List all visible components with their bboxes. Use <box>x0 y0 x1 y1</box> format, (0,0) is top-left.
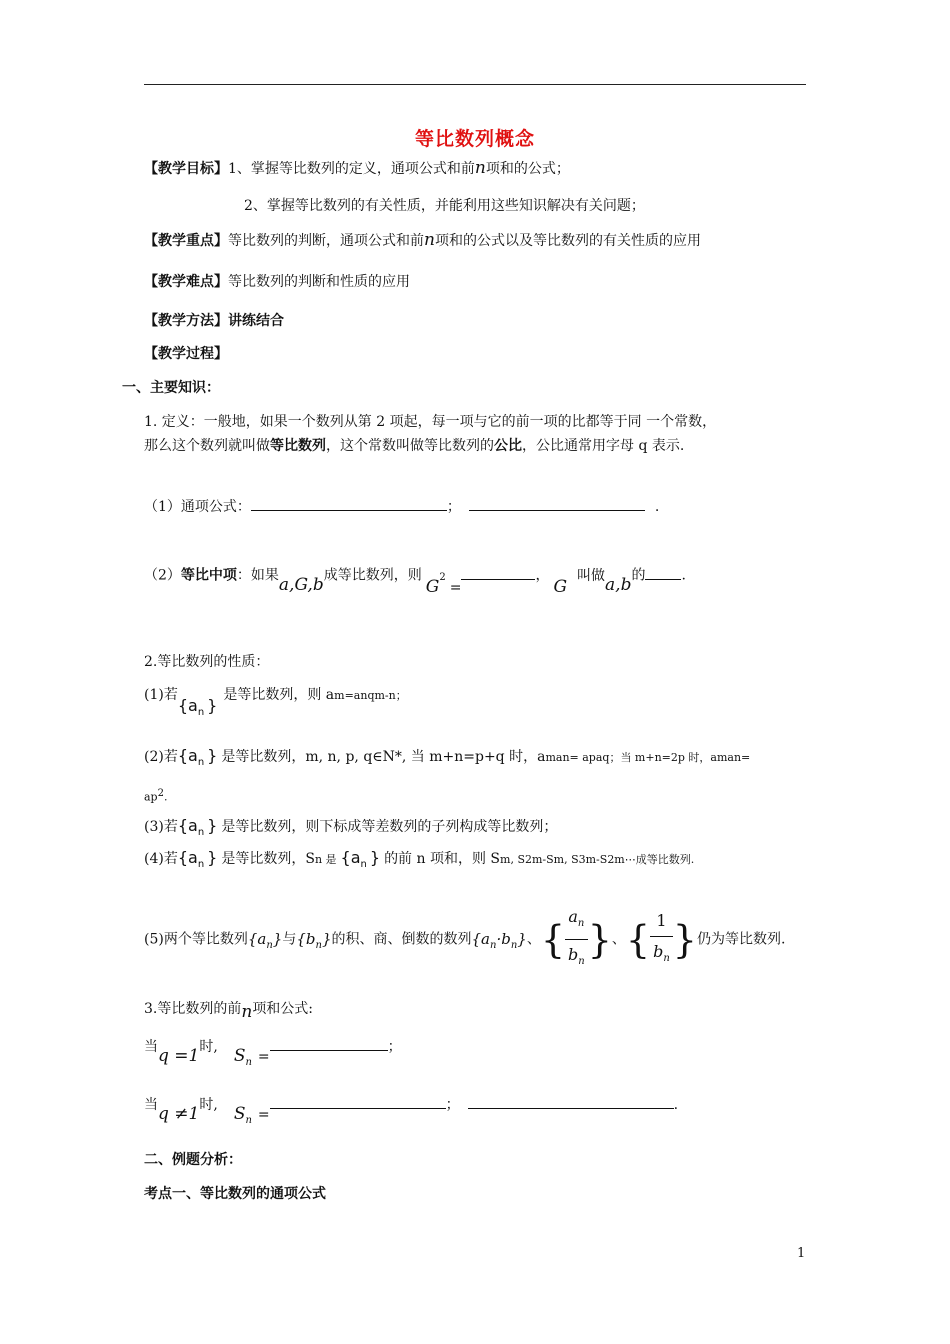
p4-text-b: 是等比数列，S <box>221 851 315 867</box>
p2-text-d: ap <box>144 790 158 804</box>
p2-text-c: man= apaq；当 m+n=2p 时，aman= <box>545 751 751 764</box>
shi-label: 时, <box>199 1097 218 1113</box>
when-label: 当 <box>144 1097 158 1113</box>
frac-den <box>565 940 588 977</box>
separator-period: . <box>654 499 660 515</box>
p3-text-b: 是等比数列，则下标成等差数列的子列构成等比数列； <box>221 819 558 835</box>
blank-mean-value[interactable] <box>461 565 535 580</box>
separator-semicolon: ； <box>446 499 461 515</box>
term-geometric-sequence: 等比数列 <box>270 438 326 454</box>
frac-num-sub: n <box>577 918 585 930</box>
p2-exponent: 2 <box>157 788 164 799</box>
prod-b: ·b <box>496 929 511 948</box>
difficulty-label: 【教学难点】 <box>144 274 228 290</box>
seq-an <box>177 746 218 769</box>
sum-S: S <box>233 1104 246 1124</box>
difficulty-text: 等比数列的判断和性质的应用 <box>228 274 410 290</box>
p2-text-b: 是等比数列，m, n, p, q∈N*, 当 m+n=p+q 时，a <box>221 749 546 765</box>
property-2-cont <box>144 784 167 808</box>
seq-product <box>471 929 527 951</box>
right-brace: } <box>672 917 697 962</box>
left-brace: { <box>540 917 566 962</box>
frac-den-sub: n <box>578 956 585 968</box>
p5-sep-2: 、 <box>611 931 626 948</box>
prod-b-sub: n <box>510 939 518 951</box>
p4-text-c: n 是 <box>314 853 337 866</box>
sum-q-ne-1 <box>144 1094 679 1126</box>
seq-bn-italic <box>296 929 332 951</box>
frac-den <box>650 937 673 974</box>
seq-an-open: {a <box>177 848 198 867</box>
var-n: n <box>474 158 486 178</box>
goals-line-1 <box>144 158 570 179</box>
term-common-ratio: 公比 <box>494 438 522 454</box>
separator-period: . <box>673 1097 679 1113</box>
left-brace: { <box>625 917 651 962</box>
mean-G-exponent: 2 <box>439 572 446 583</box>
p4-text-d: 的前 n 项和，则 S <box>384 851 501 867</box>
blank-general-term-2[interactable] <box>469 496 645 511</box>
var-n: n <box>424 230 435 250</box>
seq-an-sub: n <box>266 939 273 951</box>
mean-period: . <box>681 567 686 584</box>
seq-an-close: } <box>207 816 218 835</box>
difficulty-line <box>144 272 410 292</box>
sum-equals: = <box>257 1107 270 1123</box>
general-term-line <box>144 496 659 517</box>
goals-label: 【教学目标】 <box>144 161 228 177</box>
property-4 <box>144 848 694 875</box>
geometric-mean-line <box>144 562 686 597</box>
seq-bn-sub: n <box>315 939 322 951</box>
definition-line-2 <box>144 436 684 456</box>
definition-line-1: 1. 定义：一般地，如果一个数列从第 2 项起，每一项与它的前一项的比都等于同 一个常数， <box>144 414 717 430</box>
seq-an-sub: n <box>197 707 205 719</box>
mean-G: G <box>425 576 440 597</box>
goal1-text-a: 1、掌握等比数列的定义，通项公式和前 <box>228 161 475 177</box>
frac-one: 1 <box>650 906 673 937</box>
sum-S-sub: n <box>245 1114 252 1126</box>
mean-equals: = <box>449 579 462 596</box>
seq-an-open: {a <box>247 929 267 948</box>
seq-an <box>177 696 218 719</box>
p5-text-end: 仍为等比数列. <box>696 931 786 948</box>
seq-an-open: {a <box>177 746 198 765</box>
property-3 <box>144 816 557 843</box>
mean-label-term: 等比中项 <box>180 567 237 584</box>
seq-an-sub: n <box>197 859 205 871</box>
blank-sum-q-ne-1-b[interactable] <box>468 1094 674 1109</box>
p1-text-a: (1)若 <box>144 687 178 703</box>
method-line <box>144 311 284 331</box>
p2-text-a: (2)若 <box>144 749 178 765</box>
condition-q-ne-1: q ≠1 <box>158 1104 200 1124</box>
sum-equals: = <box>257 1049 270 1065</box>
seq-an <box>177 816 218 839</box>
mean-ab: a,b <box>605 574 632 595</box>
seq-an-sub: n <box>360 859 367 871</box>
property-5 <box>144 902 785 977</box>
blank-sum-q1[interactable] <box>270 1036 388 1051</box>
page-title: 等比数列概念 <box>414 128 535 150</box>
sum-title-a: 3.等比数列的前 <box>144 1001 242 1017</box>
mean-G-2: G <box>553 576 568 597</box>
section-1-heading: 一、主要知识： <box>122 380 220 396</box>
p5-sep-1: 、 <box>526 931 541 948</box>
sum-q-eq-1 <box>144 1036 402 1068</box>
process-label: 【教学过程】 <box>144 346 228 362</box>
separator-semicolon: ； <box>387 1039 402 1055</box>
p2-end: . <box>163 790 168 804</box>
p5-text-a: (5)两个等比数列 <box>144 931 248 948</box>
def-text-a: 那么这个数列就叫做 <box>144 438 270 454</box>
page-number: 1 <box>797 1246 806 1261</box>
key-line <box>144 230 701 251</box>
property-2 <box>144 746 750 773</box>
key-label: 【教学重点】 <box>144 233 228 249</box>
p4-text-a: (4)若 <box>144 851 178 867</box>
sum-title-b: 项和公式: <box>252 1001 314 1017</box>
mean-vars: a,G,b <box>278 574 324 595</box>
def-text-c: ，这个常数叫做等比数列的 <box>326 438 494 454</box>
sum-title <box>144 998 314 1022</box>
frac-den-var: b <box>568 945 579 965</box>
prod-a-sub: n <box>490 939 497 951</box>
frac-num <box>565 902 588 940</box>
seq-an-close: } <box>369 848 381 867</box>
frac-den-var: b <box>653 941 664 961</box>
seq-an-close: } <box>272 929 283 948</box>
separator-semicolon: ； <box>445 1097 460 1113</box>
prod-close: } <box>517 929 527 948</box>
p1-text-b: 是等比数列，则 a <box>223 687 335 703</box>
frac-den-sub: n <box>663 952 670 964</box>
seq-an-open: {a <box>177 816 198 835</box>
seq-an-open: {a <box>340 848 361 867</box>
key-text-a: 等比数列的判断，通项公式和前 <box>228 233 424 249</box>
seq-bn-close: } <box>321 929 332 948</box>
seq-bn-open: {b <box>296 929 316 948</box>
shi-label: 时, <box>199 1039 218 1055</box>
seq-an-sub: n <box>197 827 205 839</box>
seq-an-italic <box>247 929 283 951</box>
p5-and: 与 <box>282 931 297 948</box>
var-n: n <box>241 1002 253 1022</box>
blank-mean-term[interactable] <box>645 565 681 580</box>
general-term-label: （1）通项公式： <box>144 499 251 515</box>
seq-an-close: } <box>207 848 218 867</box>
fraction-1-bn <box>650 906 673 974</box>
mean-text-4: 的 <box>631 567 646 584</box>
seq-an-sub: n <box>197 757 205 769</box>
mean-text-3: 叫做 <box>577 567 606 584</box>
prod-a: {a <box>471 929 490 948</box>
mean-comma: ， <box>535 567 550 584</box>
p1-formula: m=anqm-n； <box>334 689 407 702</box>
goal1-text-b: 项和的公式； <box>485 161 570 177</box>
method-text: 讲练结合 <box>228 313 284 329</box>
property-1 <box>144 684 407 719</box>
blank-general-term-1[interactable] <box>251 496 447 511</box>
header-rule <box>144 84 806 85</box>
mean-text-2: 成等比数列，则 <box>323 567 422 584</box>
def-text-e: ，公比通常用字母 q 表示. <box>522 438 685 454</box>
mean-label-a: （2） <box>144 567 181 584</box>
p4-text-e: m, S2m-Sm, S3m-S2m⋯成等比数列. <box>500 853 695 866</box>
right-brace: } <box>587 917 612 962</box>
frac-num-var: a <box>568 907 578 926</box>
seq-an <box>177 848 218 871</box>
p3-text-a: (3)若 <box>144 819 178 835</box>
section-2-heading: 二、例题分析： <box>144 1152 242 1168</box>
mean-label-c: ：如果 <box>236 567 279 584</box>
sum-S-sub: n <box>245 1056 252 1068</box>
sum-S: S <box>233 1046 246 1066</box>
fraction-an-bn <box>565 902 588 977</box>
key-text-b: 项和的公式以及等比数列的有关性质的应用 <box>434 233 701 249</box>
blank-sum-q-ne-1-a[interactable] <box>270 1094 446 1109</box>
p5-text-b: 的积、商、倒数的数列 <box>331 931 472 948</box>
seq-an-close: } <box>207 696 218 715</box>
seq-an-close: } <box>207 746 218 765</box>
method-label: 【教学方法】 <box>144 313 228 329</box>
condition-q-eq-1: q =1 <box>158 1046 200 1066</box>
seq-an <box>340 848 381 871</box>
properties-title: 2.等比数列的性质： <box>144 654 270 670</box>
when-label: 当 <box>144 1039 158 1055</box>
seq-an-open: {a <box>177 696 198 715</box>
goal2-line: 2、掌握等比数列的有关性质，并能利用这些知识解决有关问题； <box>244 198 645 214</box>
topic-1-heading: 考点一、等比数列的通项公式 <box>144 1186 326 1202</box>
